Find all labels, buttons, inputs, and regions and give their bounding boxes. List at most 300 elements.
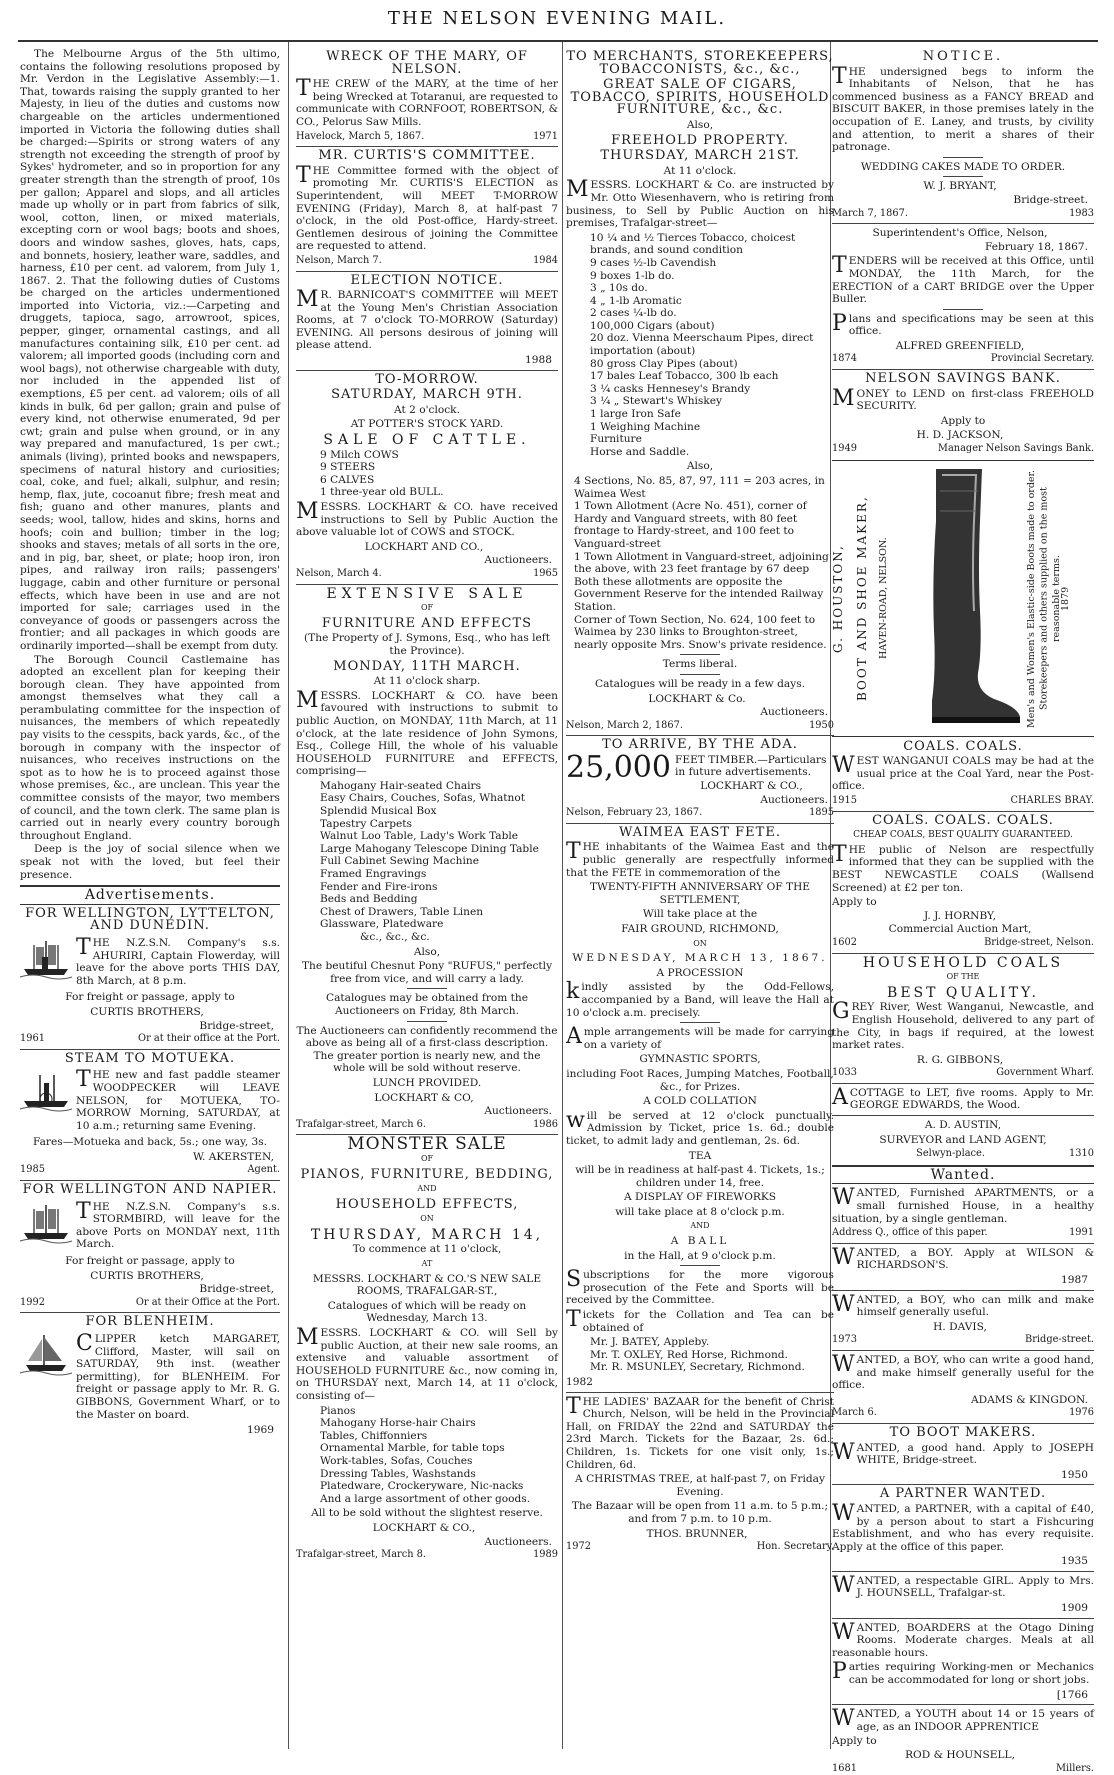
ad-text: Tickets for the Collation and Tea can be obtained of <box>566 1307 834 1334</box>
column-rule <box>288 42 289 1749</box>
ad-address: HAVEN-ROAD, NELSON. <box>878 537 889 659</box>
furniture-sale-ad <box>296 585 558 1132</box>
list-item: Furniture <box>590 433 642 446</box>
news-paragraph: The Borough Council Castlemaine has adopted an excellent plan for keeping their borough clean. They have appointed from amongst themselves what they call a perambulating committee for the inspection of nuisances, the members of which repeatedly pay visits to the cesspits, back yards, &c., of the borough in company with the inspector of nuisances, who receives instructions on the spot as to how he is to proceed against those whose premises, &c., are unclean. This year the committee consists of the mayor, two members of council, and the town clerk. The same plan is carried out in nearly every country borough throughout England. <box>20 653 280 842</box>
ad-text: The Bazaar will be open from 11 a.m. to 5 p.m.; and from 7 p.m. to 10 p.m. <box>571 1500 829 1525</box>
list-item: Tapestry Carpets <box>320 817 412 830</box>
list-item: Splendid Musical Box <box>320 805 437 818</box>
ad-body: WANTED, a respectable GIRL. Apply to Mrs. J. HOUNSELL, Trafalgar-st. <box>832 1572 1094 1600</box>
ad-text: Catalogues of which will be ready on Wednesday, March 13. <box>327 1299 527 1325</box>
ad-body: FEET TIMBER.—Particulars in future advertisements. <box>674 753 827 779</box>
ad-text: including Foot Races, Jumping Matches, Football, &c., for Prizes. <box>566 1067 834 1093</box>
ad-location: FAIR GROUND, RICHMOND, <box>621 923 779 935</box>
ad-number: 1310 <box>1069 1148 1094 1160</box>
list-item: Both these allotments are opposite the Government Reserve for the intended Railway Station. <box>574 575 824 613</box>
ad-signature: CHARLES BRAY. <box>1010 795 1094 806</box>
coals-ad <box>832 954 1094 1080</box>
divider <box>296 584 558 585</box>
ad-signature: W. J. BRYANT, <box>923 180 997 193</box>
ad-time: At 2 o'clock. <box>394 403 460 416</box>
divider <box>832 1243 1094 1244</box>
ad-heading: WAIMEA EAST FETE. <box>619 824 781 840</box>
savings-bank-ad <box>832 373 1094 456</box>
ad-text: Plans and specifications may be seen at this office. <box>832 310 1094 338</box>
election-ad <box>296 272 558 367</box>
divider <box>832 1115 1094 1116</box>
ad-address: Bridge-street, Nelson. <box>984 936 1094 948</box>
column-4 <box>831 48 1094 1774</box>
ad-text: will be in readiness at half-past 4. Tickets, 1s.; children under 14, free. <box>575 1164 825 1189</box>
ad-location: MESSRS. LOCKHART & CO.'S NEW SALE ROOMS, TRAFALGAR-ST., <box>312 1272 542 1298</box>
cigar-sale-ad <box>566 51 834 732</box>
divider <box>680 1022 720 1023</box>
list-item: 9 cases ½-lb Cavendish <box>590 256 717 269</box>
ad-address: Bridge-street, <box>199 1019 274 1032</box>
boot-icon <box>896 461 1026 731</box>
divider <box>832 1350 1094 1351</box>
list-item: 9 Milch COWS <box>320 448 399 461</box>
timber-ad <box>566 739 834 820</box>
ad-number: 1950 <box>809 719 834 731</box>
divider <box>680 674 720 675</box>
wanted-heading: Wanted. <box>832 1165 1094 1185</box>
ad-number: 1969 <box>247 1424 274 1437</box>
list-item: Fender and Fire-irons <box>320 880 438 893</box>
steamship-icon <box>20 935 72 981</box>
list-item: Pianos <box>320 1404 356 1417</box>
ad-text: Catalogues will be ready in a few days. <box>594 677 805 690</box>
ad-address: Bridge-street. <box>1013 193 1088 206</box>
ad-date: Nelson, March 7. <box>296 254 382 266</box>
ad-body: WANTED, BOARDERS at the Otago Dining Rooms. Moderate charges. Meals at all reasonable hours. <box>832 1619 1094 1659</box>
ad-text: Also, <box>413 945 441 958</box>
ad-number: 1971 <box>533 130 558 142</box>
ad-signature: H. D. JACKSON, <box>916 429 1004 442</box>
ad-heading: FOR BLENHEIM. <box>85 1314 215 1330</box>
ad-text: Parties requiring Working-men or Mechanics can be accommodated for long or short jobs. <box>832 1659 1094 1687</box>
ad-text: Men's and Women's Elastic-side Boots made to order. Storekeepers and others supplied on the most reasonable terms. <box>1026 469 1063 728</box>
list-item: 9 STEERS <box>320 461 376 474</box>
ad-text: will take place at 8 o'clock p.m. <box>615 1205 785 1218</box>
ad-date: February 18, 1867. <box>985 240 1088 253</box>
list-item: 1 Town Allotment (Acre No. 451), corner of Hardy and Vanguard streets, with 80 feet frontage to Hardy-street, and 100 feet to Vanguard-street <box>574 500 807 550</box>
ad-heading: COALS. COALS. COALS. <box>872 812 1054 828</box>
list-item: Work-tables, Sofas, Couches <box>320 1454 473 1467</box>
ad-heading: BEST QUALITY. <box>887 984 1039 1001</box>
divider <box>407 988 447 989</box>
ad-text: Also, <box>686 118 714 131</box>
ad-number: 1681 <box>832 1762 857 1774</box>
ad-text: Superintendent's Office, Nelson, <box>872 227 1048 240</box>
divider <box>943 176 983 177</box>
masthead: THE NELSON EVENING MAIL. <box>387 8 727 29</box>
cattle-sale-ad <box>296 371 558 581</box>
divider <box>296 271 558 272</box>
ad-number: 1965 <box>533 567 558 579</box>
advertisements-heading: Advertisements. <box>20 885 280 905</box>
ad-address: Bridge-street, <box>199 1283 274 1296</box>
divider <box>832 1618 1094 1619</box>
ad-heading: TO-MORROW. <box>375 371 479 387</box>
tenders-ad <box>832 227 1094 366</box>
list-item: Walnut Loo Table, Lady's Work Table <box>320 830 519 843</box>
ad-text: Apply to <box>832 896 877 909</box>
ad-text: Catalogues may be obtained from the Auctioneers on Friday, 8th March. <box>325 992 529 1017</box>
list-item: Horse and Saddle. <box>590 445 690 458</box>
ad-number: 1961 <box>20 1033 45 1045</box>
divider <box>296 146 558 147</box>
ad-body: MR. BARNICOAT'S COMMITTEE will MEET at the Young Men's Christian Association Rooms, at 7 o'clock TO-MORROW (Saturday) EVENING. All persons desirous of joining will please attend. <box>296 287 558 352</box>
list-item: 2 cases ¼-lb do. <box>590 307 677 320</box>
ad-location: AT POTTER'S STOCK YARD. <box>350 418 504 431</box>
wanted-ad <box>832 1572 1094 1615</box>
ad-text: LUNCH PROVIDED. <box>372 1076 482 1089</box>
ad-number: 1987 <box>1061 1274 1088 1286</box>
ad-address: Government Wharf. <box>996 1067 1094 1079</box>
divider <box>832 1484 1094 1485</box>
ad-text: Subscriptions for the more vigorous prosecution of the Fete and Sports will be received by the Committee. <box>566 1267 834 1307</box>
wanted-ad <box>832 1244 1094 1287</box>
divider <box>943 157 983 158</box>
ad-number: 1984 <box>533 254 558 266</box>
ad-number: 1935 <box>1061 1555 1088 1568</box>
surveyor-ad <box>832 1119 1094 1161</box>
list-item: Large Mahogany Telescope Dining Table <box>320 842 539 855</box>
paddle-steamer-icon <box>20 1067 72 1113</box>
steamship-icon <box>20 1199 72 1245</box>
ad-number: 1895 <box>809 807 834 819</box>
ad-subheading: A DISPLAY OF FIREWORKS <box>623 1191 777 1204</box>
ad-body: TENDERS will be received at this Office, until MONDAY, the 11th March, for the ERECTION of a CART BRIDGE over the Upper Buller. <box>832 253 1094 306</box>
ad-number: 1033 <box>832 1067 857 1079</box>
ad-number: 1982 <box>566 1376 593 1388</box>
ad-text: Apply to <box>832 1735 877 1748</box>
ad-signature: LOCKHART & CO, <box>374 1091 474 1104</box>
ad-date: Havelock, March 5, 1867. <box>296 130 425 142</box>
ad-subheading: SURVEYOR and LAND AGENT, <box>879 1133 1047 1146</box>
list-item: Mr. R. MSUNLEY, Secretary, Richmond. <box>590 1361 805 1374</box>
list-item: And a large assortment of other goods. <box>320 1492 531 1505</box>
list-item: 20 doz. Vienna Meerschaum Pipes, direct importation (about) <box>590 332 814 358</box>
ad-text: The beutiful Chesnut Pony "RUFUS," perfectly free from vice, and will carry a lady. <box>301 960 553 985</box>
list-item: Easy Chairs, Couches, Sofas, Whatnot <box>320 792 525 805</box>
ad-text: OF THE <box>946 972 980 982</box>
ad-address: Address Q., office of this paper. <box>832 1227 988 1239</box>
sailing-ketch-icon <box>20 1331 72 1377</box>
monster-sale-ad <box>296 1134 558 1561</box>
ad-date: Nelson, March 4. <box>296 567 382 579</box>
news-paragraph: The Melbourne Argus of the 5th ultimo, contains the following resolutions proposed by Mr. Verdon in the Legislative Assembly:—1. That, towards raising the supply granted to her Majesty, in lieu of the duties and customs now chargeable on the articles undermentioned imported in Victoria the following duties shall be charged:—Spirits or strong waters of any strength not exceeding the strength of proof by Sykes' hydrometer, and so in proportion for any greater strength than the strength of proof, 10s per gallon; Apparel and slops, and all articles made up wholly or in part from fabrics of silk, wool, cotton, linen, or mixed materials, excepting corn or wool bags; boots and shoes, doors and window sashes, gloves, hats, caps, and bonnets, hosiery, leather ware, saddles, and harness, £10 per cent. ad valorem, from July 1, 1867. 2. That the following duties of Customs be charged on the articles undermentioned imported into Victoria, viz.:—Carpeting and druggets, tapioca, sago, arrowroot, spices, pepper, ginger, ornamental castings, and all manufactures containing silk, £10 per cent. ad valorem; all imported goods (including corn and wool bags), not otherwise chargeable with duty, nor included in the appended list of exemptions, £5 per cent. ad valorem; oils of all kinds in bulk, 6d per gallon; grain and pulse of every kind, not otherwise enumerated, 9d per cwt; grain and pulse when ground, or in any way prepared and manufactured, 1s per cwt.; animals (living), printed books and newspapers, specimens of natural history and curiosities; coal, coke, and fuel; alkali, sulphur, and resin; hemp, flax, jute, cocoanut fibre; fresh meat and fish; guano and other manures, plants and seeds; wool, tallow, hides and skins, horns and hoofs; coin and bullion; timber in the log; shooks and staves; metals of all sorts in the ore, and in pig, bar, sheet, or plate; hoop iron, iron pipes, and railway iron rails; passengers' luggage, cabin and other furniture or personal effects, which have been in use and are not imported for sale; carriages used in the conveyance of goods or passengers across the frontier; and all packages in which goods are ordinarily imported—shall be exempt from duty. <box>20 48 280 652</box>
wanted-ad <box>832 1291 1094 1347</box>
ad-number: 1992 <box>20 1296 45 1308</box>
list-item: 3 ¼ casks Hennesey's Brandy <box>590 382 751 395</box>
divider <box>20 1180 280 1181</box>
ad-text: A CHRISTMAS TREE, at half-past 7, on Friday Evening. <box>575 1473 825 1498</box>
news-paragraph: Deep is the joy of social silence when we speak not with the loved, but feel their presence. <box>20 843 280 881</box>
ad-signature-title: Auctioneers. <box>760 793 828 806</box>
column-rule <box>562 42 563 1749</box>
ad-body: THE LADIES' BAZAAR for the benefit of Christ Church, Nelson, will be held in the Provincial Hall, on FRIDAY the 22nd and SATURDAY the 23rd March. Tickets for the Bazaar, 2s. 6d.; Children, 1s. Tickets for one visit only, 1s.; Children, 6d. <box>566 1393 834 1471</box>
ad-text: For freight or passage, apply to <box>65 991 235 1004</box>
list-item: Dressing Tables, Washstands <box>320 1467 476 1480</box>
ad-signature-title: Manager Nelson Savings Bank. <box>937 443 1094 455</box>
ad-number: 1985 <box>20 1164 45 1176</box>
list-item: 9 boxes 1-lb do. <box>590 269 675 282</box>
ad-heading: FOR WELLINGTON AND NAPIER. <box>22 1182 278 1198</box>
ad-signature: J. J. HORNBY, <box>923 909 997 922</box>
ad-subheading: A PROCESSION <box>656 966 744 979</box>
ad-date-heading: THURSDAY, MARCH 14, <box>310 1226 544 1243</box>
ad-number: 1879 <box>1060 586 1071 611</box>
shipping-ad <box>20 1316 280 1436</box>
coals-ad <box>832 812 1094 950</box>
ad-number: [1766 <box>1056 1688 1088 1701</box>
ad-subheading: (The Property of J. Symons, Esq., who has left the Province). <box>304 632 550 657</box>
ad-body: MESSRS. LOCKHART & Co. are instructed by Mr. Otto Wiesenhavern, who is retiring from business, to Sell by Public Auction on his premises, Trafalgar-street— <box>566 177 834 230</box>
ad-subheading: CHEAP COALS, BEST QUALITY GUARANTEED. <box>853 830 1073 841</box>
ad-number: 1950 <box>1061 1468 1088 1481</box>
ad-date: March 7, 1867. <box>832 207 908 219</box>
ad-date: Nelson, March 2, 1867. <box>566 719 683 731</box>
ad-signature: R. G. GIBBONS, <box>916 1053 1004 1066</box>
column-2 <box>296 48 558 1747</box>
ad-heading: ELECTION NOTICE. <box>350 272 504 288</box>
wanted-ad <box>832 1488 1094 1568</box>
ad-signature: LOCKHART AND CO., <box>364 540 484 553</box>
cottage-ad <box>832 1084 1094 1112</box>
ad-address: Selwyn-place. <box>916 1148 985 1160</box>
divider <box>20 1049 280 1050</box>
divider <box>832 369 1094 370</box>
ad-date: Trafalgar-street, March 8. <box>296 1549 426 1561</box>
ad-signature: LOCKHART & CO., <box>372 1521 476 1534</box>
divider <box>566 735 834 736</box>
ad-date-heading: SATURDAY, MARCH 9TH. <box>331 387 523 403</box>
ad-body: WANTED, a good hand. Apply to JOSEPH WHITE, Bridge-street. <box>832 1439 1094 1467</box>
ad-text: Also, <box>686 460 714 473</box>
ad-body: WANTED, a BOY, who can milk and make himself generally useful. <box>832 1291 1094 1319</box>
ad-signature-title: Auctioneers. <box>484 554 552 567</box>
ad-number: 1976 <box>1069 1407 1094 1419</box>
list-item: Ornamental Marble, for table tops <box>320 1442 505 1455</box>
ad-body: THE new and fast paddle steamer WOODPECKER will LEAVE NELSON, for MOTUEKA, TO-MORROW Morning, SATURDAY, at 10 a.m.; returning same Evening. <box>76 1067 280 1132</box>
list-item: Platedware, Crockeryware, Nic-nacks <box>320 1480 524 1493</box>
list-item: Chest of Drawers, Table Linen <box>320 905 484 918</box>
ad-body: WANTED, a PARTNER, with a capital of £40, by a person about to start a Fishcuring Establishment, and who has every requisite. Apply at the office of this paper. <box>832 1500 1094 1553</box>
ad-date-heading: THURSDAY, MARCH 21ST. <box>600 148 800 164</box>
divider <box>680 1265 720 1266</box>
ad-signature: LOCKHART & CO., <box>700 780 803 793</box>
ad-body: THE undersigned begs to inform the Inhabitants of Nelson, that he has commenced business as a FANCY BREAD and BISCUIT BAKER, in those premises lately in the occupation of E. Laney, and trusts, by civility and attention, to merit a shares of their patronage. <box>832 63 1094 154</box>
ad-number: 1949 <box>832 443 857 455</box>
ad-text: OF <box>420 603 434 613</box>
list-item: 80 gross Clay Pipes (about) <box>590 357 738 370</box>
ad-number: 1986 <box>533 1118 558 1130</box>
ad-heading: FURNITURE AND EFFECTS <box>321 615 533 631</box>
ad-subheading: TEA <box>688 1149 712 1162</box>
bazaar-ad <box>566 1393 834 1554</box>
ad-body: THE CREW of the MARY, at the time of her being Wrecked at Totaranui, are requested to communicate with CORNFOOT, ROBERTSON, & CO., Pelorus Saw Mills. <box>296 76 558 128</box>
divider <box>832 1704 1094 1705</box>
divider <box>832 1290 1094 1291</box>
list-item: &c., &c., &c. <box>360 931 430 943</box>
ad-heading: MONSTER SALE <box>347 1134 507 1155</box>
ad-number: 1909 <box>1061 1602 1088 1615</box>
ad-signature: ROD & HOUNSELL, <box>905 1749 1015 1761</box>
wanted-ad <box>832 1619 1094 1702</box>
column-1 <box>20 48 280 1747</box>
ad-number: 1991 <box>1069 1227 1094 1239</box>
list-item: Mr. T. OXLEY, Red Horse, Richmond. <box>590 1348 788 1361</box>
list-item: 4 „ 1-lb Aromatic <box>590 294 682 307</box>
ad-body: GREY River, West Wanganui, Newcastle, and English Household, delivered to any part of the City, in bags if required, at the lowest market rates. <box>832 999 1094 1052</box>
ad-subheading: TWENTY-FIFTH ANNIVERSARY OF THE SETTLEMENT, <box>589 881 811 906</box>
ad-signature-title: Auctioneers. <box>484 1105 552 1118</box>
ad-signature-title: Auctioneers. <box>760 706 828 719</box>
list-item: Mahogany Hair-seated Chairs <box>320 779 482 792</box>
divider <box>566 823 834 824</box>
ad-number: 1915 <box>832 795 857 806</box>
ad-signature: H. DAVIS, <box>933 1320 987 1333</box>
ad-text: ON <box>420 1214 434 1224</box>
ad-signature-title: Hon. Secretary. <box>756 1541 834 1553</box>
ad-address: Bridge-street. <box>1025 1334 1094 1346</box>
ad-text: Or at their Office at the Port. <box>135 1296 280 1308</box>
ad-heading: SALE OF CATTLE. <box>323 432 531 449</box>
ad-heading: TO BOOT MAKERS. <box>889 1424 1037 1440</box>
ad-text: Terms liberal. <box>662 658 738 671</box>
ad-number: 1989 <box>533 1549 558 1561</box>
ad-body: THE Committee formed with the object of promoting Mr. CURTIS'S ELECTION as Superintendent, will MEET T-MORROW EVENING (Friday), March 8, at half-past 7 o'clock, in the old Post-office, Hardy-street. Gentlemen desirous of joining the Committee are requested to attend. <box>296 162 558 253</box>
divider <box>832 1571 1094 1572</box>
ad-body: MESSRS. LOCKHART & CO. have received instructions to Sell by Public Auction the above valuable lot of COWS and STOCK. <box>296 499 558 539</box>
ad-text: For freight or passage, apply to <box>65 1255 235 1268</box>
ad-signature-title: Provincial Secretary. <box>990 353 1094 365</box>
ad-text: will be served at 12 o'clock punctually. Admission by Ticket, price 1s. 6d.; double ticket, to admit lady and gentleman, 2s. 6d. <box>566 1107 834 1147</box>
ad-body: WANTED, Furnished APARTMENTS, or a small furnished House, in a healthy situation, by a single gentleman. <box>832 1185 1094 1225</box>
ad-text: in the Hall, at 9 o'clock p.m. <box>624 1249 776 1262</box>
divider <box>832 223 1094 224</box>
wanted-ad <box>832 1424 1094 1481</box>
ad-number: 1983 <box>1069 207 1094 219</box>
timber-quantity: 25,000 <box>566 749 671 785</box>
ad-subheading: A COLD COLLATION <box>643 1095 757 1108</box>
ad-text: kindly assisted by the Odd-Fellows, accompanied by a Band, will leave the Hall at 10 o'clock a.m. precisely. <box>566 979 834 1019</box>
ad-signature: ADAMS & KINGDON. <box>970 1393 1088 1406</box>
ad-text: All to be sold without the slightest reserve. <box>311 1507 543 1520</box>
ad-signature: CURTIS BROTHERS, <box>90 1005 204 1018</box>
divider <box>943 309 983 310</box>
list-item: 100,000 Cigars (about) <box>590 319 715 332</box>
ad-body: MESSRS. LOCKHART & CO. will Sell by public Auction, at their new sale rooms, an extensive and valuable assortment of HOUSEHOLD FURNITURE &c., now coming in, on THURSDAY next, March 14, at 11 o'clock, consisting of— <box>296 1325 558 1402</box>
committee-ad <box>296 150 558 267</box>
boot-maker-ad <box>832 460 1094 737</box>
ad-heading: G. HOUSTON, <box>831 543 845 653</box>
ad-text: Will take place at the <box>642 908 758 921</box>
ad-date: March 6. <box>832 1407 877 1419</box>
ad-heading: TO ARRIVE, BY THE ADA. <box>602 737 798 753</box>
ad-body: THE N.Z.S.N. Company's s.s. AHURIRI, Captain Flowerday, will leave for the above ports THIS DAY, 8th March, at 8 p.m. <box>76 934 280 987</box>
list-item: 1 Town Allotment in Vanguard-street, adjoining the above, with 23 feet frantage by 67 deep <box>574 550 829 576</box>
ad-signature: LOCKHART & Co. <box>648 692 746 705</box>
ad-heading: NOTICE. <box>922 49 1004 64</box>
list-item: Mr. J. BATEY, Appleby. <box>590 1336 710 1349</box>
divider <box>296 370 558 371</box>
ad-heading: FOR WELLINGTON, LYTTELTON, AND DUNEDIN. <box>25 905 275 934</box>
ad-address: Commercial Auction Mart, <box>888 923 1032 936</box>
ad-body: ACOTTAGE to LET, five rooms. Apply to Mr. GEORGE EDWARDS, the Wood. <box>832 1084 1094 1112</box>
masthead-rule <box>18 40 1098 42</box>
ad-heading: GREAT SALE OF CIGARS, TOBACCO, SPIRITS, HOUSEHOLD FURNITURE, &c., &c. <box>570 77 830 118</box>
divider <box>680 654 720 655</box>
ad-date: Nelson, February 23, 1867. <box>566 807 703 819</box>
list-item: Glassware, Platedware <box>320 918 444 931</box>
wanted-ad <box>832 1708 1094 1775</box>
ad-heading: HOUSEHOLD COALS <box>862 954 1064 971</box>
list-item: 3 ¼ „ Stewart's Whiskey <box>590 395 723 408</box>
ad-subheading: GYMNASTIC SPORTS, <box>639 1053 761 1066</box>
ad-time: To commence at 11 o'clock, <box>352 1243 502 1256</box>
ad-text: AT <box>421 1259 433 1269</box>
list-item: 10 ¼ and ½ Tierces Tobacco, choicest brands, and sound condition <box>590 231 796 257</box>
list-item: Tables, Chiffonniers <box>320 1429 428 1442</box>
divider <box>832 811 1094 812</box>
shipping-ad <box>20 1184 280 1309</box>
ad-heading: EXTENSIVE SALE <box>326 585 528 602</box>
ad-heading: MR. CURTIS'S COMMITTEE. <box>318 148 536 164</box>
wanted-ad <box>832 1187 1094 1239</box>
divider <box>832 953 1094 954</box>
divider <box>832 1083 1094 1084</box>
list-item: Full Cabinet Sewing Machine <box>320 855 479 868</box>
ad-text: Fares—Motueka and back, 5s.; one way, 3s. <box>32 1136 268 1149</box>
ad-heading: FREEHOLD PROPERTY. <box>611 132 789 148</box>
ad-body: THE inhabitants of the Waimea East and the public generally are respectfully informed that the FETE in commemoration of the <box>566 839 834 879</box>
ad-text: Apply to <box>940 414 986 427</box>
ad-signature: CURTIS BROTHERS, <box>90 1269 204 1282</box>
ad-body: WANTED, a BOY. Apply at WILSON & RICHARDSON'S. <box>832 1244 1094 1272</box>
ad-heading: TO MERCHANTS, STOREKEEPERS, TOBACCONISTS, &c., &c., <box>566 49 834 77</box>
ad-body: CLIPPER ketch MARGARET, Clifford, Master, will sail on SATURDAY, 9th inst. (weather permitting), for BLENHEIM. For freight or passage apply to Mr. R. G. GIBBONS, Government Wharf, or to the Master on board. <box>76 1331 280 1421</box>
ad-body: MESSRS. LOCKHART & CO. have been favoured with instructions to submit to public Auction, on MONDAY, 11th March, at 11 o'clock, at the late residence of John Symons, Esq., College Hill, the whole of his valuable HOUSEHOLD FURNITURE and EFFECTS, comprising— <box>296 687 558 778</box>
wanted-ad <box>832 1351 1094 1420</box>
column-3 <box>566 48 834 1747</box>
ad-subheading: A BALL <box>670 1235 730 1248</box>
ad-heading: HOUSEHOLD EFFECTS, <box>335 1196 519 1212</box>
ad-time: At 11 o'clock sharp. <box>373 675 481 688</box>
ad-number: 1973 <box>832 1334 857 1346</box>
ad-number: 1602 <box>832 936 857 948</box>
list-item: Mahogany Horse-hair Chairs <box>320 1417 476 1430</box>
list-item: 1 Weighing Machine <box>590 420 701 433</box>
ad-heading: STEAM TO MOTUEKA. <box>64 1050 236 1066</box>
list-item: Corner of Town Section, No. 624, 100 feet to Waimea by 230 links to Broughton-street, nearly opposite Mrs. Snow's private residence. <box>574 613 827 651</box>
divider <box>832 1423 1094 1424</box>
fete-ad <box>566 824 834 1389</box>
ad-body: THE N.Z.S.N. Company's s.s. STORMBIRD, will leave for the above Ports on MONDAY next, 11th March. <box>76 1198 280 1251</box>
ad-signature: THOS. BRUNNER, <box>646 1527 748 1540</box>
ad-text: Ample arrangements will be made for carrying on a variety of <box>566 1024 834 1051</box>
ad-subheading: BOOT AND SHOE MAKER, <box>855 495 869 702</box>
ad-body: WEST WANGANUI COALS may be had at the usual price at the Coal Yard, near the Post-office. <box>832 753 1094 793</box>
list-item: 1 three-year old BULL. <box>320 486 444 499</box>
ad-body: WANTED, a YOUTH about 14 or 15 years of age, as an INDOOR APPRENTICE <box>832 1706 1094 1733</box>
ad-text: OF <box>420 1153 434 1163</box>
ad-date-heading: WEDNESDAY, MARCH 13, 1867. <box>572 952 828 965</box>
ad-heading: A. D. AUSTIN, <box>924 1119 1002 1132</box>
wreck-ad <box>296 51 558 143</box>
ad-number: 1874 <box>832 353 857 365</box>
